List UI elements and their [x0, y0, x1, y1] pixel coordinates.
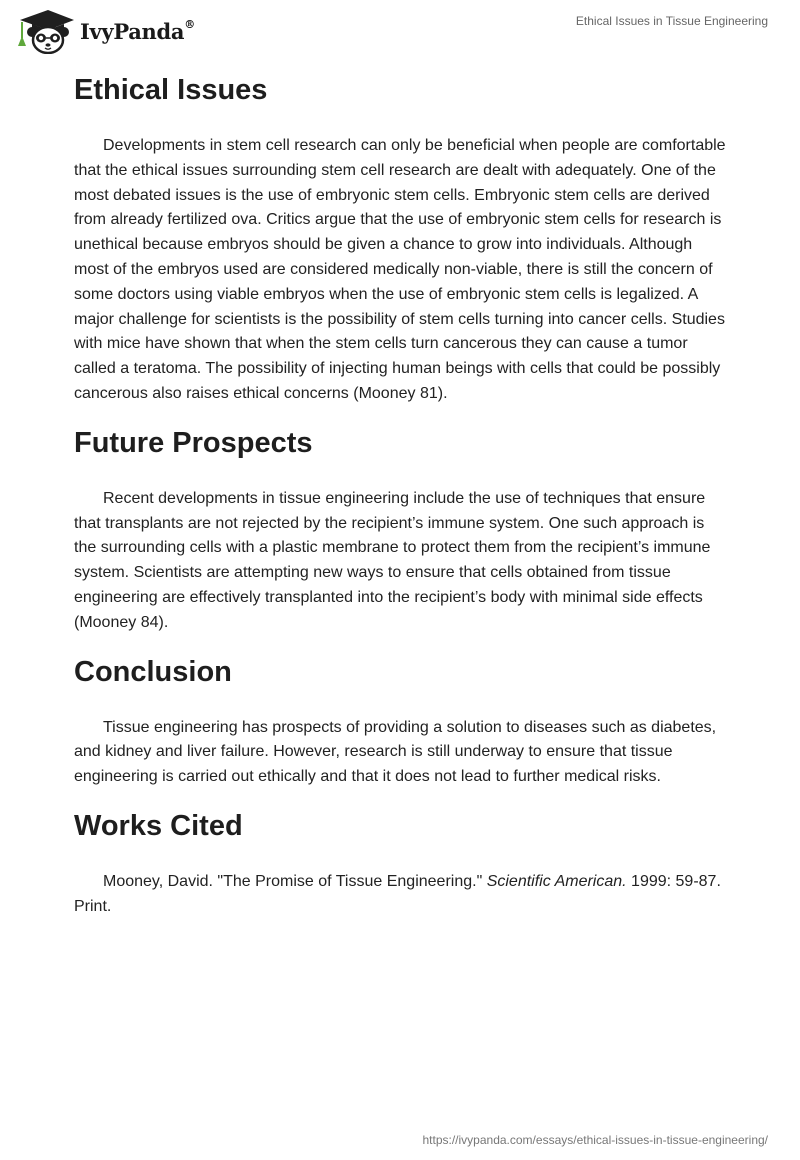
section-ethical-issues	[74, 68, 726, 407]
page-header	[0, 0, 800, 60]
section-heading: Works Cited	[74, 809, 243, 842]
source-url[interactable]: https://ivypanda.com/essays/ethical-issues-in-tissue-engineering/	[422, 1133, 768, 1147]
logo[interactable]	[16, 8, 195, 54]
section-conclusion	[74, 650, 726, 790]
citation-entry: Mooney, David. "The Promise of Tissue Engineering." Scientific American. 1999: 59-87. Print.	[74, 872, 721, 915]
section-heading: Ethical Issues	[74, 74, 268, 106]
section-heading: Conclusion	[74, 655, 232, 688]
citation-journal: Scientific American.	[486, 872, 627, 890]
section-paragraph: Recent developments in tissue engineering include the use of techniques that ensure that transplants are not rejected by the recipient’s immune system. One such approach is the surrounding cells with a plastic membrane to protect them from the recipient’s immune system. Scientists are attempting new ways to ensure that cells obtained from tissue engineering are effectively transplanted into the recipient’s body with minimal side effects (Mooney 84).	[74, 489, 711, 631]
panda-graduate-icon	[16, 8, 76, 54]
document-title: Ethical Issues in Tissue Engineering	[575, 14, 768, 28]
essay-content	[74, 68, 726, 934]
section-paragraph: Tissue engineering has prospects of providing a solution to diseases such as diabetes, and kidney and liver failure. However, research is still underway to ensure that tissue engineering is carried out ethically and that it does not lead to further medical risks.	[74, 718, 717, 786]
section-works-cited	[74, 804, 726, 920]
brand-name: IvyPanda®	[80, 17, 195, 44]
section-heading: Future Prospects	[74, 426, 313, 459]
section-paragraph: Developments in stem cell research can only be beneficial when people are comfortable that the ethical issues surrounding stem cell research are dealt with adequately. One of the most debated issues is the use of embryonic stem cells. Embryonic stem cells are derived from already fertilized ova. Critics argue that the use of embryonic stem cells for research is unethical because embryos should be given a chance to grow into individuals. Although most of the embryos used are considered medically non-viable, there is still the concern of some doctors using viable embryos when the use of embryonic stem cells is legalized. A major challenge for scientists is the possibility of stem cells turning into cancer cells. Studies with mice have shown that when the stem cells turn cancerous they can cause a tumor called a teratoma. The possibility of injecting human beings with cells that could be possibly cancerous also raises ethical concerns (Mooney 81).	[74, 137, 726, 402]
section-future-prospects	[74, 421, 726, 636]
